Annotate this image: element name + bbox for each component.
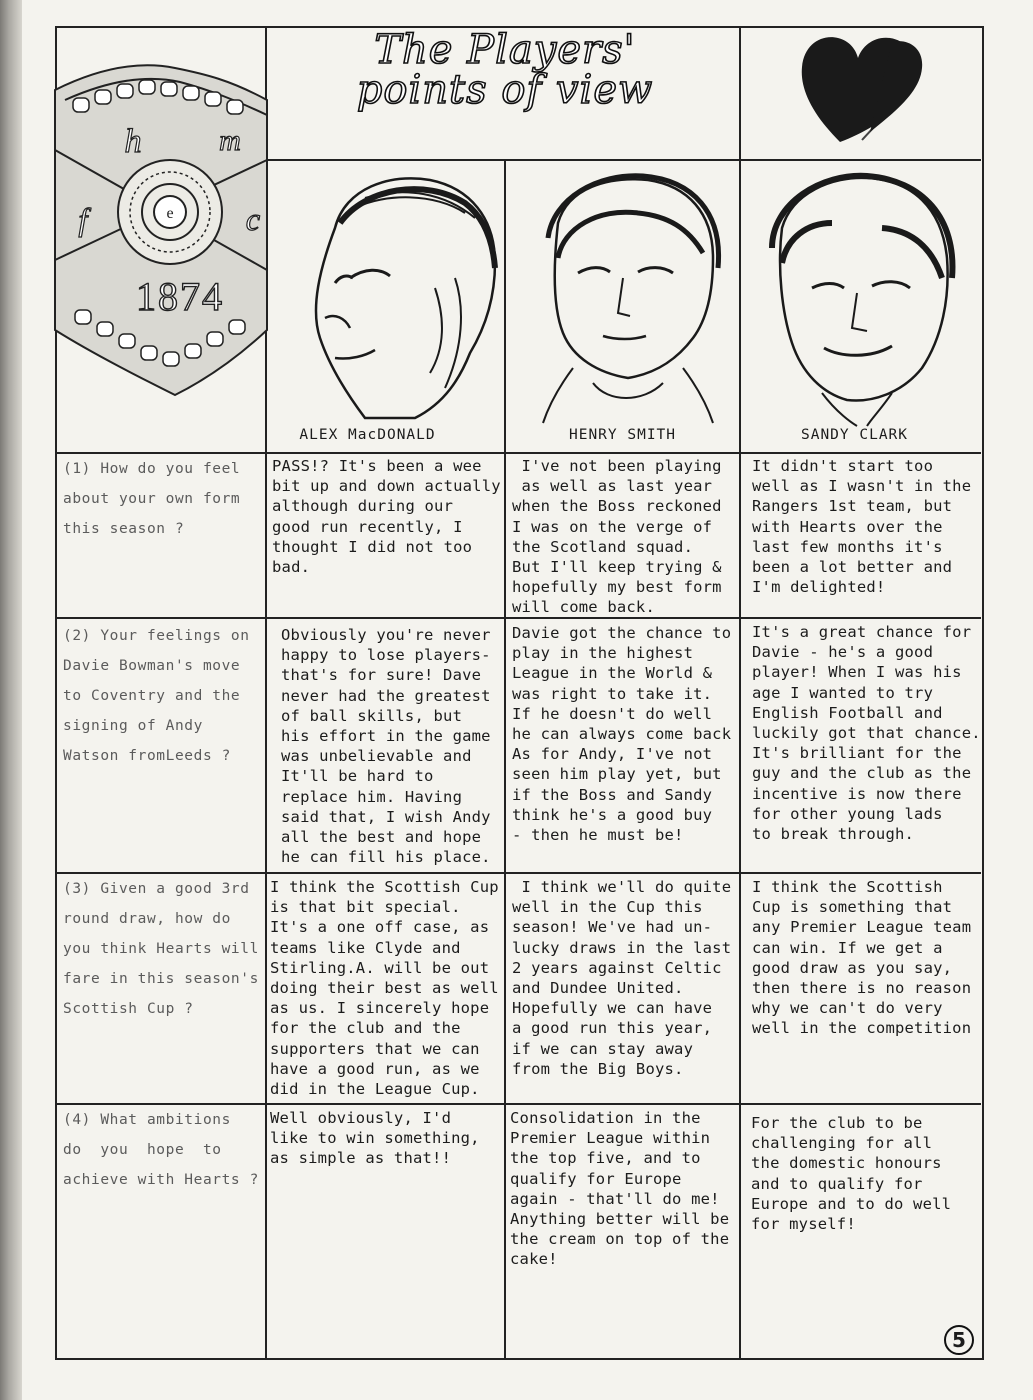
title-line-2: points of view: [356, 67, 654, 113]
player-portrait-clark: [752, 168, 967, 426]
answer-smith-3: I think we'll do quite well in the Cup this season! We've had un- lucky draws in the last 2 years against Celtic and Dundee United. Hopefully we can have a good run this year, if we can stay away from the Big Boys.: [512, 878, 732, 1078]
answer-smith-2: Davie got the chance to play in the highest League in the World & was right to take it. If he doesn't do well he can always come back As for Andy, I've not seen him play yet, but if the Boss and Sandy think he's a good buy - then he must be!: [512, 624, 732, 845]
answer-clark-1: It didn't start too well as I wasn't in the Rangers 1st team, but with Hearts over the last few months it's been a lot better and I'm delighted!: [752, 457, 972, 597]
svg-text:e: e: [166, 205, 174, 222]
answer-clark-4: For the club to be challenging for all the domestic honours and to qualify for Europe and to do well for myself!: [751, 1114, 952, 1234]
answer-macdonald-1: PASS!? It's been a wee bit up and down actually although during our good run recently, I thought I did not too bad.: [272, 457, 501, 577]
title-line-1: The Players': [374, 27, 636, 73]
row-divider: [265, 159, 981, 161]
answer-macdonald-3: I think the Scottish Cup is that bit special. It's a one off case, as teams like Clyde and Stirling.A. will be out doing their best as well as us. I sincerely hope for the club and the supporters that we can have a good run, as we did in the League Cup.: [270, 878, 499, 1099]
player-name: SANDY CLARK: [800, 427, 909, 443]
crest-letter-f: f: [78, 201, 88, 237]
crest-year: 1874: [136, 274, 224, 319]
answer-smith-1: I've not been playing as well as last year when the Boss reckoned I was on the verge of the Scotland squad. But I'll keep trying & hopefully my best form will come back.: [512, 457, 722, 617]
player-portrait-macdonald: [295, 168, 505, 426]
answer-clark-2: It's a great chance for Davie - he's a good player! When I was his age I wanted to try English Football and luckily got that chance. It's brilliant for the guy and the club as the incentive is now there for other young lads to break through.: [752, 623, 981, 844]
binding-spine: [0, 0, 22, 1400]
player-name: ALEX MacDONALD: [299, 427, 436, 443]
crest-letter-h: h: [124, 123, 142, 160]
question-1: (1) How do you feel about your own form this season ?: [63, 461, 241, 537]
double-heart-icon: [800, 32, 925, 144]
crest-letter-m: m: [219, 124, 241, 157]
page-number: 5: [944, 1325, 974, 1355]
crest-letter-c: c: [245, 201, 261, 237]
answer-macdonald-4: Well obviously, I'd like to win something, as simple as that!!: [270, 1109, 480, 1168]
player-name: HENRY SMITH: [568, 427, 677, 443]
answer-clark-3: I think the Scottish Cup is something that any Premier League team can win. If we get a good draw as you say, then there is no reason why we can't do very well in the competition: [752, 878, 972, 1038]
question-4: (4) What ambitions do you hope to achieve with Hearts ?: [63, 1112, 259, 1188]
answer-smith-4: Consolidation in the Premier League within the top five, and to qualify for Europe again - that'll do me! Anything better will be the cream on top of the cake!: [510, 1109, 730, 1269]
page-title: [270, 27, 740, 113]
player-portrait-smith: [518, 168, 730, 426]
question-2: (2) Your feelings on Davie Bowman's move to Coventry and the signing of Andy Watson fromLeeds ?: [63, 628, 250, 764]
question-3: (3) Given a good 3rd round draw, how do you think Hearts will fare in this season's Scottish Cup ?: [63, 881, 259, 1017]
hearts-crest: [55, 60, 267, 405]
answer-macdonald-2: Obviously you're never happy to lose players- that's for sure! Dave never had the greatest of ball skills, but his effort in the game was unbelievable and It'll be hard to replace him. Having said that, I wish Andy all the best and hope he can fill his place.: [281, 626, 491, 867]
